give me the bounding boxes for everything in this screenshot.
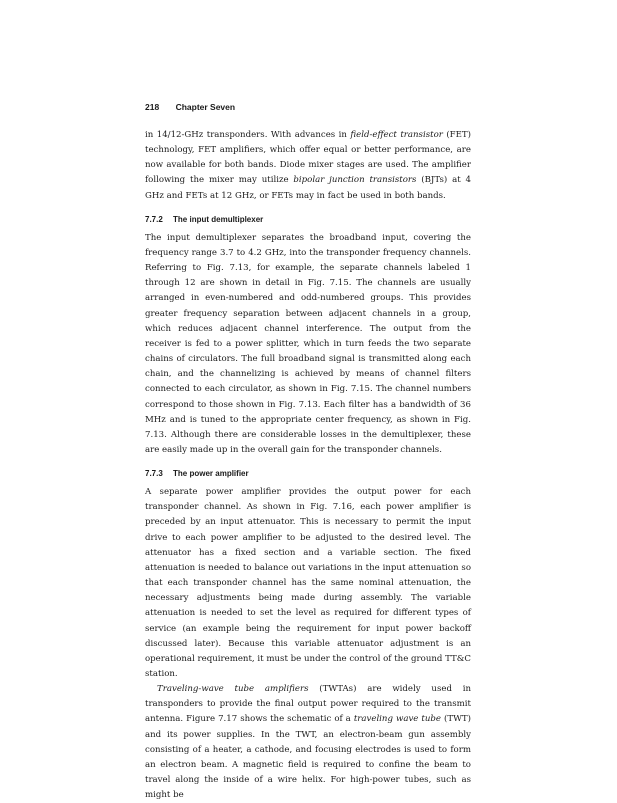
intro-paragraph: [145, 128, 471, 204]
intro-text-c: (BJTs) at 4 GHz and FETs at 12 GHz, or FETs may in fact be used in both bands.: [145, 175, 471, 201]
twta-text-b: (TWT) and its power supplies. In the TWT, an electron-beam gun assembly consisting of a heater, a cathode, and focusing electrodes is used to form an electron beam. A magnetic field is required to confine the beam to travel along the inside of a wire helix. For high-power tubes, such as might be: [145, 714, 471, 801]
twta-text-a: (TWTAs) are widely used in transponders to provide the final output power required to the transmit antenna. Figure 7.17 shows the schematic of a: [145, 684, 472, 725]
twta-term: Traveling-wave tube amplifiers: [157, 684, 309, 695]
twt-term: traveling wave tube: [353, 714, 441, 725]
power-amplifier-paragraph: A separate power amplifier provides the output power for each transponder channel. As shown in Fig. 7.16, each power amplifier is preceded by an input attenuator. This is necessary to permit the input drive to each power amplifier to be adjusted to the desired level. The attenuator has a fixed section and a variable section. The fixed attenuation is needed to balance out variations in the input attenuation so that each transponder channel has the same nominal attenuation, the necessary adjustments being made during assembly. The variable attenuation is needed to set the level as required for different types of service (an example being the requirement for input power backoff discussed later). Because this variable attenuator adjustment is an operational requirement, it must be under the control of the ground TT&C station.: [145, 487, 471, 679]
intro-term-fet: field-effect transistor: [350, 130, 443, 140]
document-page: [145, 101, 471, 803]
intro-text-a: in 14/12-GHz transponders. With advances in: [145, 130, 351, 140]
section-title: The power amplifier: [173, 469, 249, 479]
section-heading-7-7-3: [145, 468, 471, 480]
running-header: [145, 101, 471, 113]
section-heading-7-7-2: [145, 214, 471, 226]
chapter-title: Chapter Seven: [175, 102, 236, 112]
intro-term-bjt: bipolar junction transistors: [293, 175, 417, 186]
intro-text-b: (FET) technology, FET amplifiers, which offer equal or better performance, are now available for both bands. Diode mixer stages are used. The amplifier following the mixer may utilize: [145, 130, 472, 186]
section-title: The input demultiplexer: [173, 214, 264, 224]
section-number: 7.7.3: [145, 469, 163, 479]
twta-paragraph: [145, 682, 471, 803]
demultiplexer-paragraph: The input demultiplexer separates the broadband input, covering the frequency range 3.7 to 4.2 GHz, into the transponder frequency channels. Referring to Fig. 7.13, for example, the separate channels labeled 1 through 12 are shown in detail in Fig. 7.15. The channels are usually arranged in even-numbered and odd-numbered groups. This provides greater frequency separation between adjacent channels in a group, which reduces adjacent channel interference. The output from the receiver is fed to a power splitter, which in turn feeds the two separate chains of circulators. The full broadband signal is transmitted along each chain, and the channelizing is achieved by means of channel filters connected to each circulator, as shown in Fig. 7.15. The channel numbers correspond to those shown in Fig. 7.13. Each filter has a bandwidth of 36 MHz and is tuned to the appropriate center frequency, as shown in Fig. 7.13. Although there are considerable losses in the demultiplexer, these are easily made up in the overall gain for the transponder channels.: [145, 232, 471, 455]
section-number: 7.7.2: [145, 214, 163, 224]
page-number: 218: [145, 102, 160, 112]
